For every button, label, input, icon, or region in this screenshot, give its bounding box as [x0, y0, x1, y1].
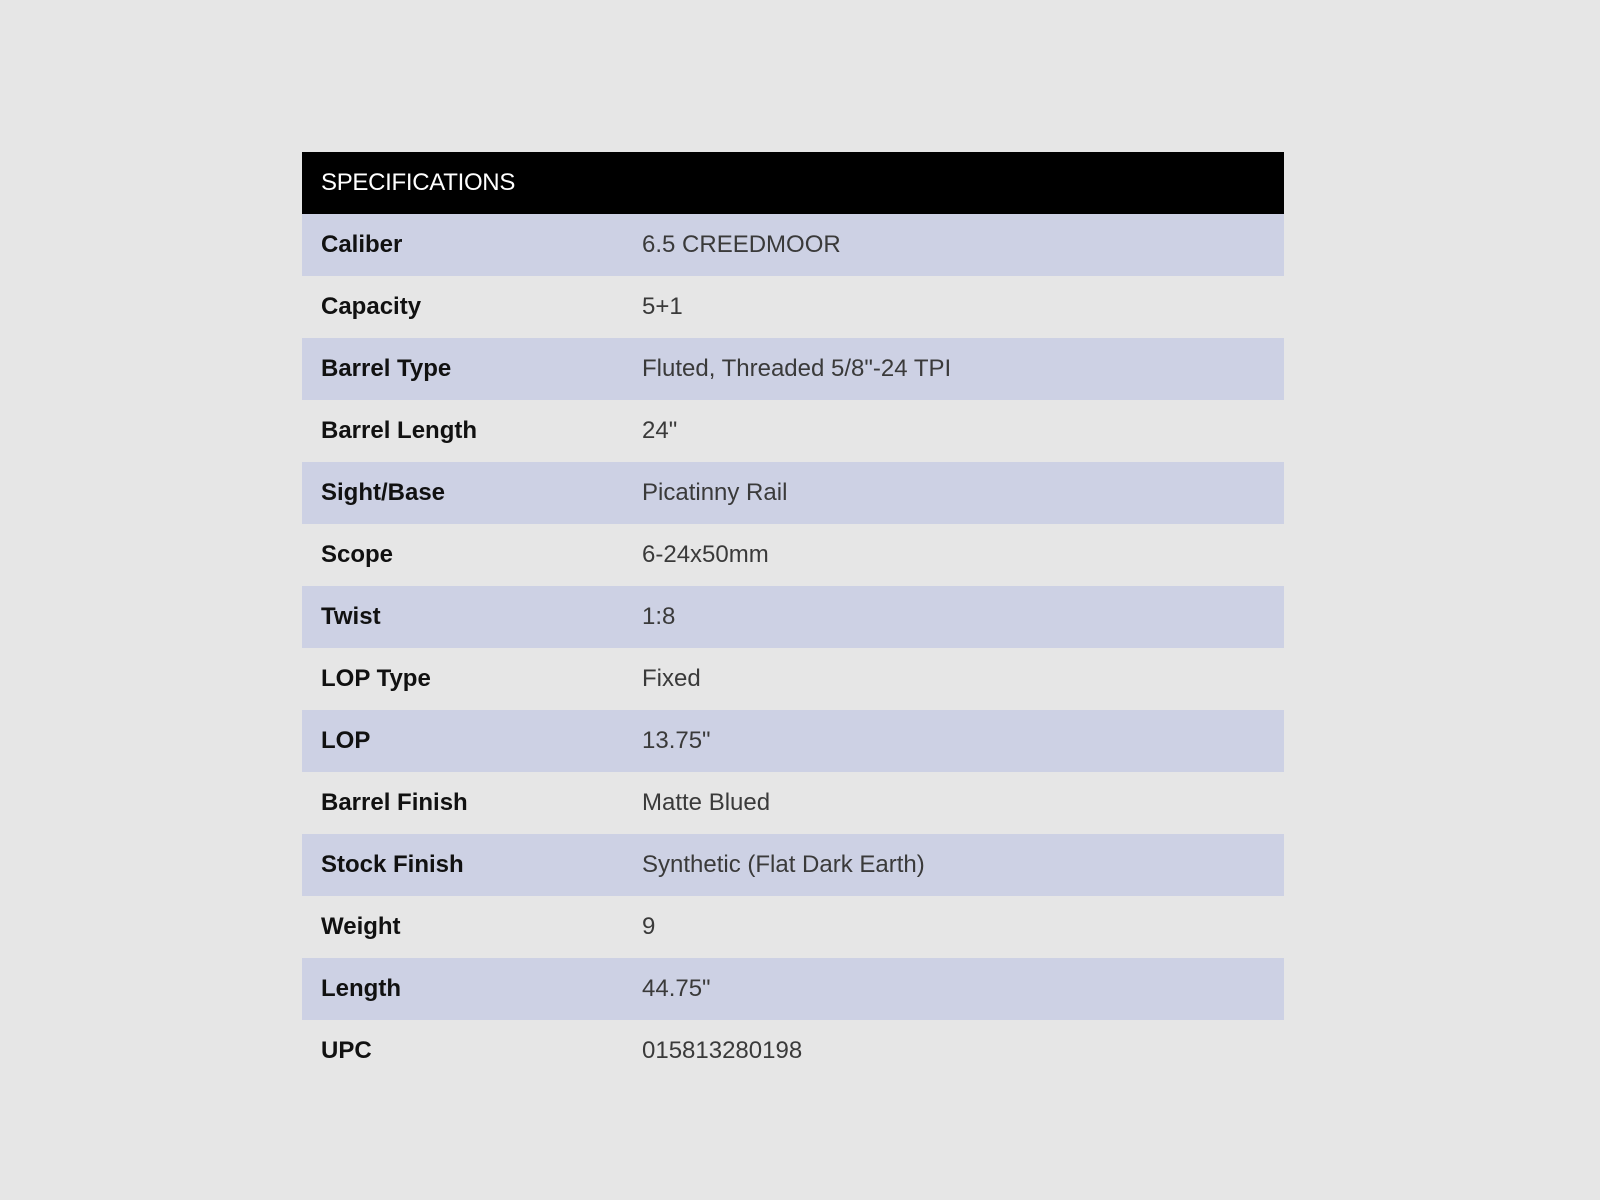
- table-row: [302, 834, 1284, 896]
- spec-label-length: Length: [321, 975, 401, 1002]
- spec-label-barrel-type: Barrel Type: [321, 355, 452, 382]
- table-row: [302, 338, 1284, 400]
- table-row: [302, 772, 1284, 834]
- specifications-table: [302, 152, 1284, 1082]
- spec-label-capacity: Capacity: [321, 293, 422, 320]
- table-row: [302, 214, 1284, 276]
- table-row: [302, 524, 1284, 586]
- spec-value-lop-type: Fixed: [642, 665, 701, 692]
- table-row: [302, 586, 1284, 648]
- spec-label-barrel-finish: Barrel Finish: [321, 789, 468, 816]
- table-row: [302, 648, 1284, 710]
- table-header: [302, 152, 1284, 214]
- spec-value-length: 44.75": [642, 975, 711, 1002]
- table-row: [302, 958, 1284, 1020]
- spec-label-barrel-length: Barrel Length: [321, 417, 478, 444]
- spec-value-upc: 015813280198: [642, 1037, 803, 1064]
- spec-label-upc: UPC: [321, 1037, 372, 1064]
- spec-value-barrel-type: Fluted, Threaded 5/8"-24 TPI: [642, 355, 952, 382]
- table-row: [302, 462, 1284, 524]
- spec-label-twist: Twist: [321, 603, 381, 630]
- spec-value-weight: 9: [642, 913, 656, 940]
- table-row: [302, 896, 1284, 958]
- spec-label-stock-finish: Stock Finish: [321, 851, 464, 878]
- spec-value-scope: 6-24x50mm: [642, 541, 769, 568]
- spec-label-scope: Scope: [321, 541, 394, 568]
- spec-value-twist: 1:8: [642, 603, 676, 630]
- table-row: [302, 276, 1284, 338]
- table-row: [302, 1020, 1284, 1082]
- spec-label-lop-type: LOP Type: [321, 665, 431, 692]
- spec-value-sight-base: Picatinny Rail: [642, 479, 788, 506]
- spec-value-lop: 13.75": [642, 727, 711, 754]
- spec-value-capacity: 5+1: [642, 293, 683, 320]
- spec-label-caliber: Caliber: [321, 231, 403, 258]
- spec-value-barrel-finish: Matte Blued: [642, 789, 771, 816]
- table-row: [302, 400, 1284, 462]
- spec-value-caliber: 6.5 CREEDMOOR: [642, 231, 841, 258]
- spec-value-stock-finish: Synthetic (Flat Dark Earth): [642, 851, 925, 878]
- spec-label-lop: LOP: [321, 727, 371, 754]
- table-row: [302, 710, 1284, 772]
- spec-label-sight-base: Sight/Base: [321, 479, 446, 506]
- spec-label-weight: Weight: [321, 913, 401, 940]
- table-title: SPECIFICATIONS: [321, 169, 516, 196]
- spec-value-barrel-length: 24": [642, 417, 678, 444]
